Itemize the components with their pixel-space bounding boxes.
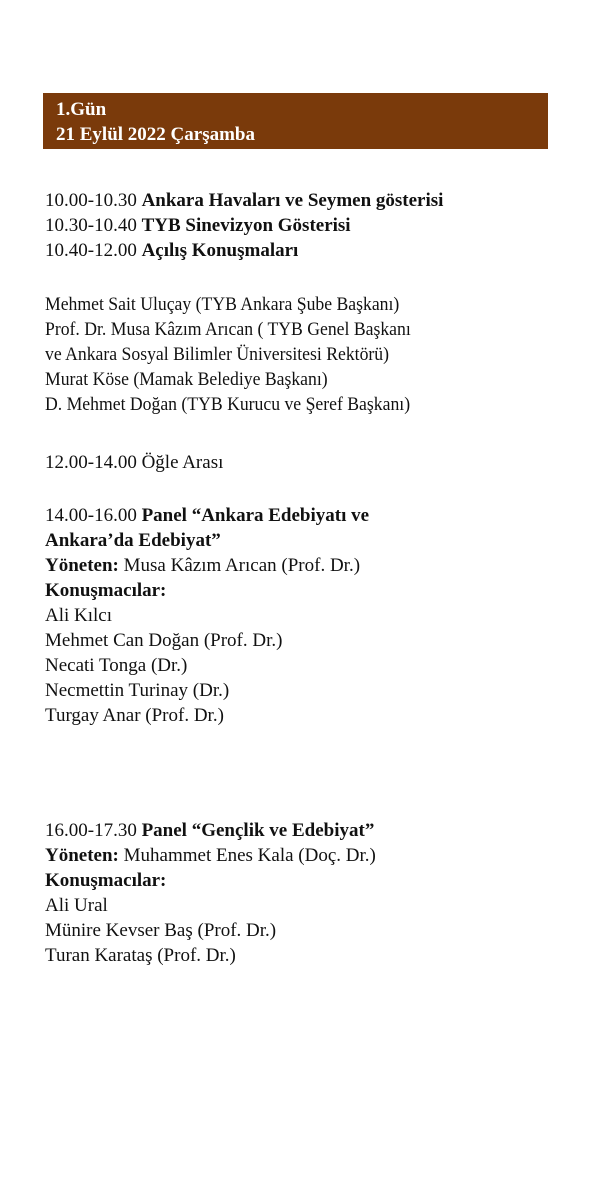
day-label: 1.Gün (56, 99, 107, 120)
speaker-line: Murat Köse (Mamak Belediye Başkanı) (45, 369, 328, 390)
opening-schedule (45, 188, 443, 263)
panel-1-moderator: Yöneten: Musa Kâzım Arıcan (Prof. Dr.) (45, 555, 361, 576)
date-label: 21 Eylül 2022 Çarşamba (56, 124, 255, 145)
schedule-item: 10.40-12.00 Açılış Konuşmaları (45, 240, 299, 261)
speaker-line: Mehmet Sait Uluçay (TYB Ankara Şube Başkanı) (45, 294, 400, 315)
panel-2-moderator: Yöneten: Muhammet Enes Kala (Doç. Dr.) (45, 845, 376, 866)
panel-2-speaker: Ali Ural (45, 895, 108, 916)
panel-1-speaker: Necati Tonga (Dr.) (45, 655, 188, 676)
schedule-item: 10.00-10.30 Ankara Havaları ve Seymen gösterisi (45, 190, 444, 211)
speaker-line: ve Ankara Sosyal Bilimler Üniversitesi Rektörü) (45, 344, 390, 365)
speaker-line: Prof. Dr. Musa Kâzım Arıcan ( TYB Genel Başkanı (45, 319, 411, 340)
schedule-item: 10.30-10.40 TYB Sinevizyon Gösterisi (45, 215, 351, 236)
speaker-line: D. Mehmet Doğan (TYB Kurucu ve Şeref Başkanı) (45, 394, 411, 415)
lunch-break: 12.00-14.00 Öğle Arası (45, 452, 224, 473)
panel-1-speaker: Turgay Anar (Prof. Dr.) (45, 705, 224, 726)
panel-2-speaker: Münire Kevser Baş (Prof. Dr.) (45, 920, 277, 941)
panel-2 (45, 818, 376, 968)
panel-2-title: 16.00-17.30 Panel “Gençlik ve Edebiyat” (45, 820, 375, 841)
opening-speakers (45, 292, 438, 417)
speakers-label: Konuşmacılar: (45, 580, 167, 601)
day-header (43, 93, 548, 149)
panel-1-speaker: Necmettin Turinay (Dr.) (45, 680, 230, 701)
panel-1-speaker: Mehmet Can Doğan (Prof. Dr.) (45, 630, 283, 651)
panel-1-speaker: Ali Kılcı (45, 605, 113, 626)
speakers-label: Konuşmacılar: (45, 870, 167, 891)
panel-1-title: 14.00-16.00 Panel “Ankara Edebiyatı ve (45, 505, 370, 526)
panel-1: 14.00-16.00 Panel “Ankara Edebiyatı ve Ankara’da Edebiyat” Yöneten: Musa Kâzım Arıcan (Prof. Dr.) Konuşmacılar: Ali Kılcı Mehmet Can Doğan (Prof. Dr.) Necati Tonga (Dr.) Necmettin Turinay (Dr.) Turgay Anar (Prof. Dr.) (45, 505, 370, 726)
panel-2-speaker: Turan Karataş (Prof. Dr.) (45, 945, 236, 966)
